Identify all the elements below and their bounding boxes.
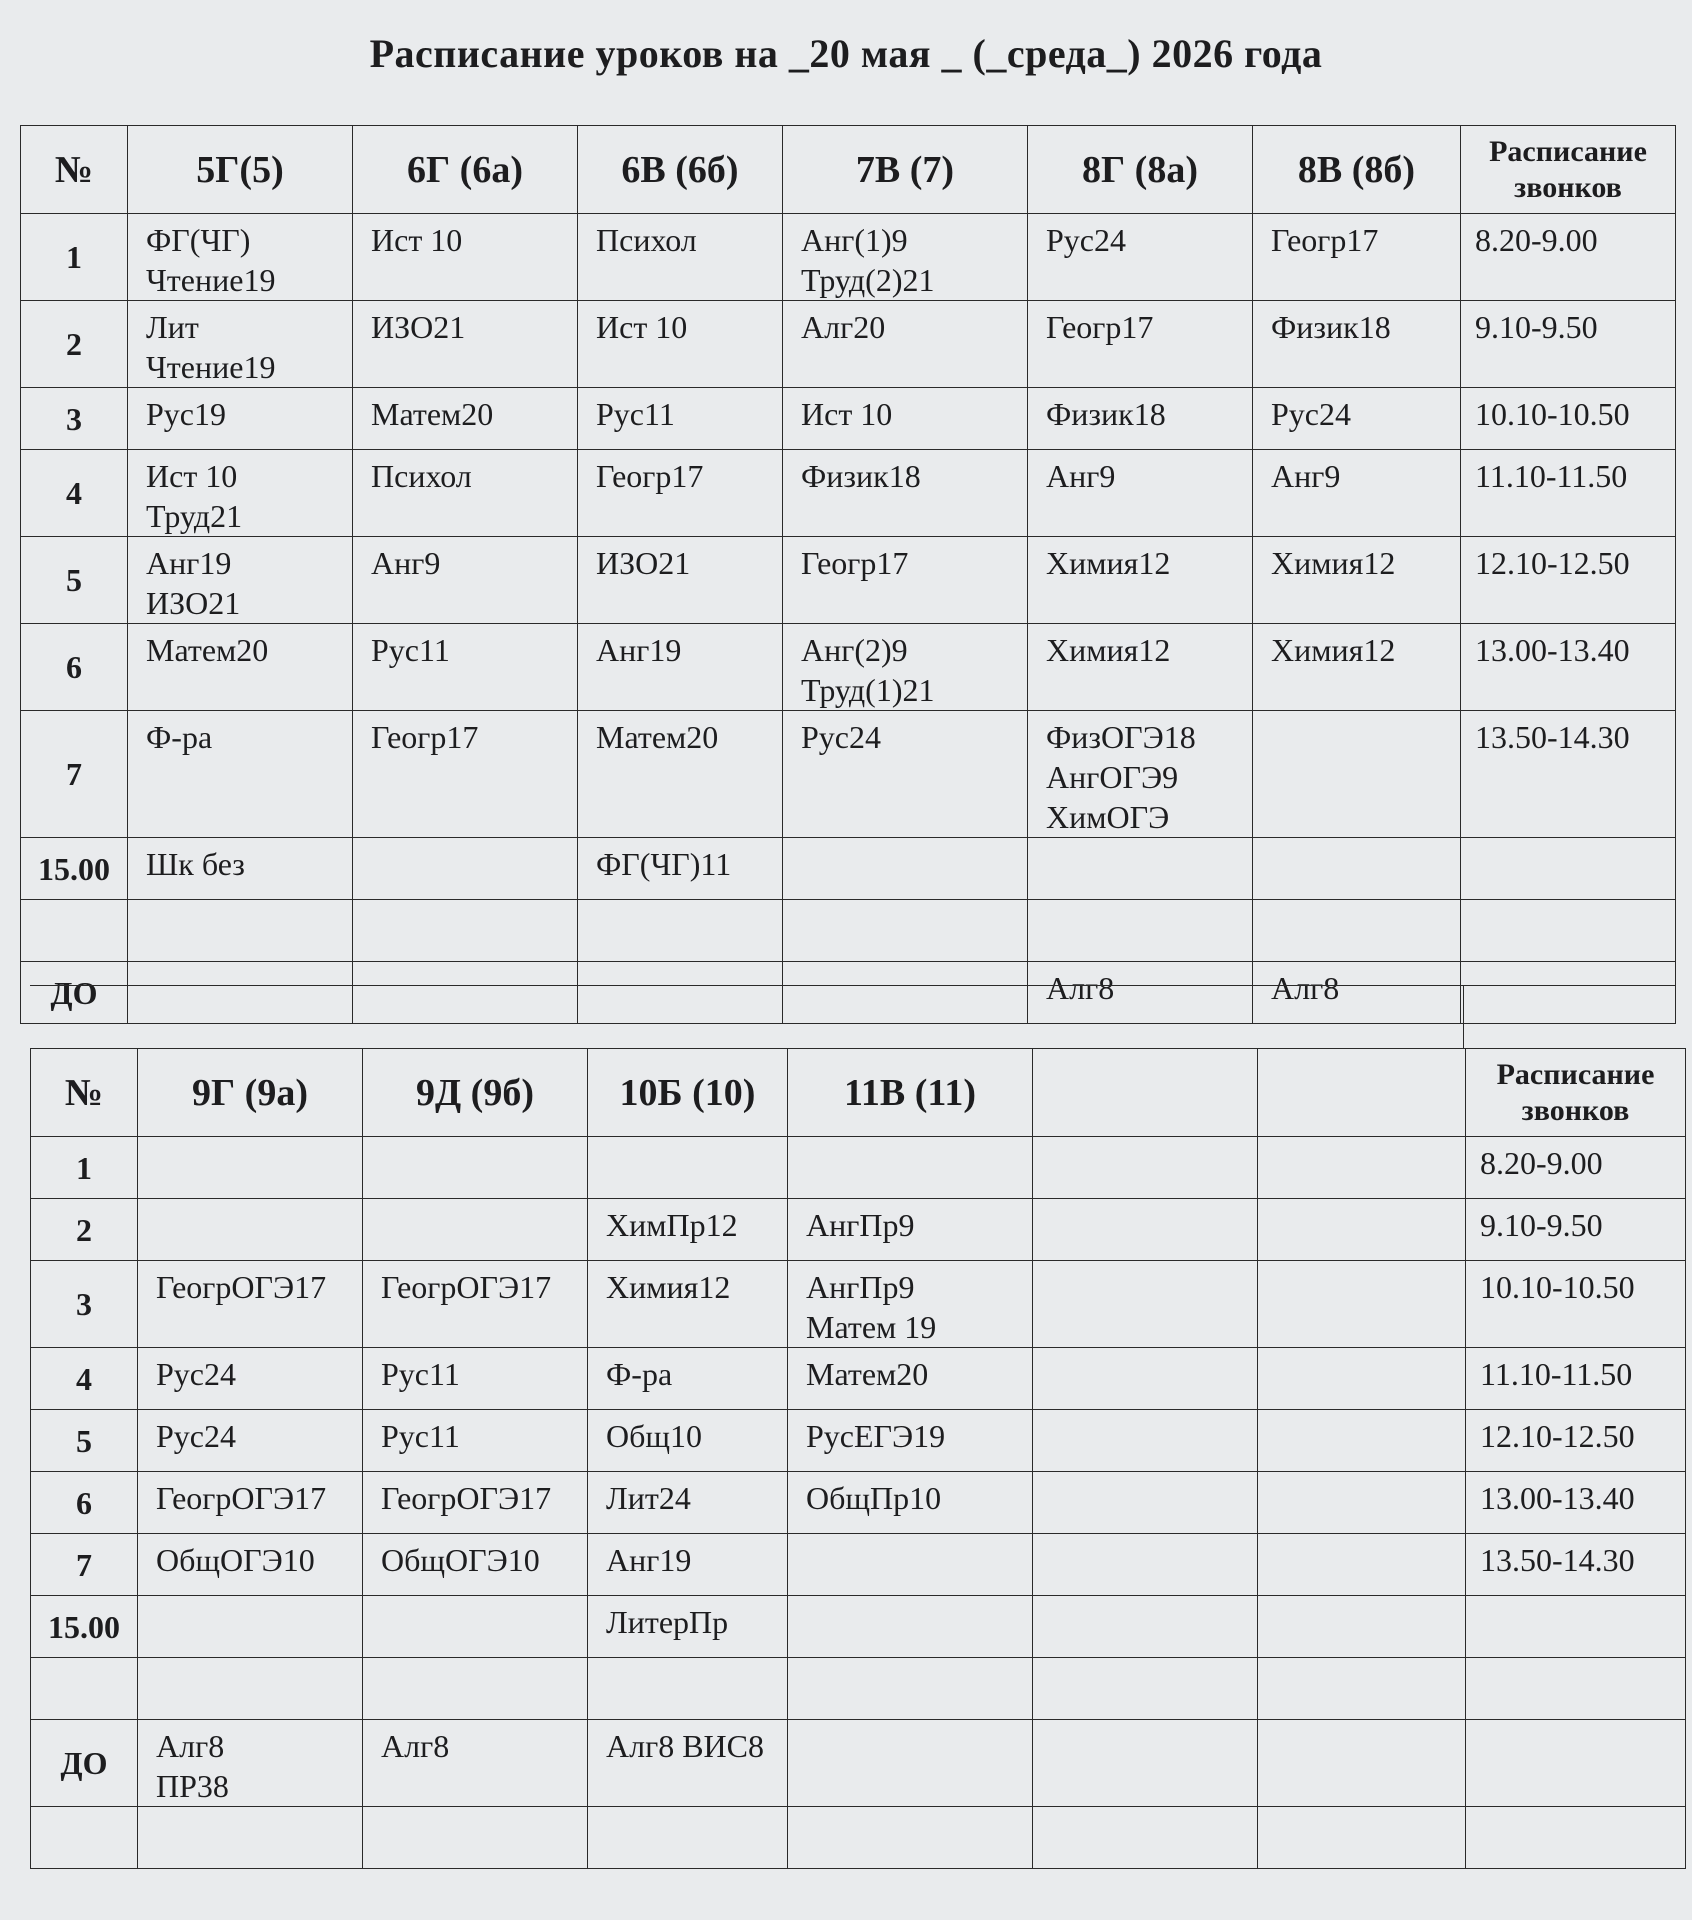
column-header-class (1033, 1049, 1258, 1137)
lesson-cell: Матем20 (578, 711, 783, 838)
lesson-line: ХимОГЭ (1046, 799, 1170, 835)
lesson-cell: ИЗО21 (578, 537, 783, 624)
lesson-cell (788, 1534, 1033, 1596)
section-divider (30, 985, 1675, 986)
lesson-cell: ИЗО21 (353, 301, 578, 388)
bell-time (1466, 1658, 1686, 1720)
lesson-number: 6 (21, 624, 128, 711)
lesson-cell (1033, 1199, 1258, 1261)
lesson-line: АнгПр9 (806, 1269, 915, 1305)
lesson-cell: Рус11 (363, 1410, 588, 1472)
lesson-cell: ОбщОГЭ10 (138, 1534, 363, 1596)
lesson-cell (1033, 1261, 1258, 1348)
lesson-cell: ГеогрОГЭ17 (138, 1261, 363, 1348)
lesson-number: 15.00 (21, 838, 128, 900)
bell-time: 13.00-13.40 (1461, 624, 1676, 711)
lesson-cell: Рус11 (353, 624, 578, 711)
lesson-cell (783, 214, 1028, 301)
lesson-cell (138, 1658, 363, 1720)
lesson-cell (128, 301, 353, 388)
lesson-cell: Матем20 (353, 388, 578, 450)
lesson-line: Чтение19 (146, 349, 276, 385)
table-row (21, 962, 1676, 1024)
lesson-cell: Лит24 (588, 1472, 788, 1534)
lesson-cell (1258, 1199, 1466, 1261)
lesson-cell: АнгПр9 (788, 1199, 1033, 1261)
lesson-cell (138, 1137, 363, 1199)
lesson-cell (1253, 838, 1461, 900)
lesson-cell: Рус24 (138, 1410, 363, 1472)
lesson-cell (128, 450, 353, 537)
lesson-cell (1033, 1410, 1258, 1472)
column-header-bells (1466, 1049, 1686, 1137)
table-row (21, 838, 1676, 900)
lesson-number: 7 (31, 1534, 138, 1596)
lesson-cell (363, 1137, 588, 1199)
lesson-cell (788, 1720, 1033, 1807)
lesson-number (21, 900, 128, 962)
lesson-number: 5 (31, 1410, 138, 1472)
lesson-cell: Анг19 (578, 624, 783, 711)
lesson-cell: Геогр17 (578, 450, 783, 537)
lesson-cell (1258, 1720, 1466, 1807)
lesson-cell (1253, 711, 1461, 838)
bell-time (1466, 1720, 1686, 1807)
lesson-cell: Геогр17 (1253, 214, 1461, 301)
table-row (31, 1720, 1686, 1807)
schedule-table-upper (20, 125, 1676, 1024)
table-row (21, 214, 1676, 301)
lesson-cell (783, 900, 1028, 962)
table-row (31, 1348, 1686, 1410)
lesson-cell (588, 1658, 788, 1720)
column-header-class: 8Г (8а) (1028, 126, 1253, 214)
lesson-cell (353, 838, 578, 900)
bell-time: 8.20-9.00 (1461, 214, 1676, 301)
lesson-number (31, 1658, 138, 1720)
lesson-cell: Ист 10 (578, 301, 783, 388)
lesson-cell: Рус11 (363, 1348, 588, 1410)
lesson-cell: ГеогрОГЭ17 (363, 1261, 588, 1348)
column-header-class: 8В (8б) (1253, 126, 1461, 214)
bell-time (1461, 962, 1676, 1024)
column-header-class: 9Д (9б) (363, 1049, 588, 1137)
table-row (21, 388, 1676, 450)
table-row (31, 1410, 1686, 1472)
lesson-cell (1033, 1807, 1258, 1869)
column-header-number: № (31, 1049, 138, 1137)
lesson-cell: Психол (353, 450, 578, 537)
lesson-cell (588, 1137, 788, 1199)
lesson-cell (138, 1720, 363, 1807)
lesson-cell (1258, 1137, 1466, 1199)
lesson-number: 1 (31, 1137, 138, 1199)
lesson-cell: Химия12 (1253, 537, 1461, 624)
lesson-number: 3 (21, 388, 128, 450)
bell-header-line: звонков (1521, 1093, 1630, 1127)
lesson-cell (1033, 1348, 1258, 1410)
lesson-cell (1028, 711, 1253, 838)
lesson-line: ИЗО21 (146, 585, 241, 621)
table-row (31, 1658, 1686, 1720)
lesson-cell (1258, 1534, 1466, 1596)
lesson-cell (1258, 1472, 1466, 1534)
lesson-number: 1 (21, 214, 128, 301)
lesson-number: 3 (31, 1261, 138, 1348)
lesson-cell (1258, 1658, 1466, 1720)
lesson-line: Анг(1)9 (801, 222, 908, 258)
table-row (31, 1807, 1686, 1869)
lesson-cell: Геогр17 (783, 537, 1028, 624)
lesson-number (31, 1807, 138, 1869)
lesson-line: Анг19 (146, 545, 232, 581)
lesson-number: 4 (21, 450, 128, 537)
bell-time: 8.20-9.00 (1466, 1137, 1686, 1199)
page-title: Расписание уроков на _20 мая _ (_среда_) 2026 года (369, 31, 1323, 76)
bell-time (1466, 1596, 1686, 1658)
column-header-class (1258, 1049, 1466, 1137)
bell-header-line: Расписание (1489, 134, 1647, 168)
lesson-cell: ГеогрОГЭ17 (138, 1472, 363, 1534)
lesson-cell (138, 1807, 363, 1869)
lesson-cell: Алг8 (1028, 962, 1253, 1024)
table-row (21, 450, 1676, 537)
bell-time: 11.10-11.50 (1466, 1348, 1686, 1410)
lesson-cell (353, 962, 578, 1024)
lesson-cell (1258, 1348, 1466, 1410)
bell-time: 13.00-13.40 (1466, 1472, 1686, 1534)
lesson-cell: ЛитерПр (588, 1596, 788, 1658)
lesson-number: ДО (31, 1720, 138, 1807)
lesson-cell (788, 1261, 1033, 1348)
bell-time: 9.10-9.50 (1461, 301, 1676, 388)
lesson-cell (128, 537, 353, 624)
lesson-number: 2 (21, 301, 128, 388)
lesson-cell (1028, 838, 1253, 900)
lesson-cell: Физик18 (783, 450, 1028, 537)
bell-time: 13.50-14.30 (1461, 711, 1676, 838)
table-row (21, 301, 1676, 388)
lesson-cell: Физик18 (1253, 301, 1461, 388)
lesson-cell (783, 838, 1028, 900)
table-row (21, 537, 1676, 624)
bell-time: 11.10-11.50 (1461, 450, 1676, 537)
column-header-class: 6В (6б) (578, 126, 783, 214)
lesson-cell (1033, 1137, 1258, 1199)
lesson-cell (1033, 1472, 1258, 1534)
lesson-cell (1033, 1658, 1258, 1720)
table-row (21, 624, 1676, 711)
column-header-class: 6Г (6а) (353, 126, 578, 214)
bell-header-line: звонков (1514, 170, 1622, 204)
column-header-class: 11В (11) (788, 1049, 1033, 1137)
lesson-cell: Рус19 (128, 388, 353, 450)
lesson-line: Алг8 (156, 1728, 225, 1764)
lesson-cell: ФГ(ЧГ)11 (578, 838, 783, 900)
lesson-number: 6 (31, 1472, 138, 1534)
lesson-line: ФГ(ЧГ) (146, 222, 251, 258)
lesson-cell: Алг8 (1253, 962, 1461, 1024)
lesson-cell: Геогр17 (1028, 301, 1253, 388)
bell-time: 12.10-12.50 (1461, 537, 1676, 624)
lesson-cell: Анг9 (1253, 450, 1461, 537)
table-row (31, 1472, 1686, 1534)
table-row (31, 1596, 1686, 1658)
lesson-cell (128, 900, 353, 962)
column-header-class: 10Б (10) (588, 1049, 788, 1137)
column-header-class: 9Г (9а) (138, 1049, 363, 1137)
lesson-cell (1258, 1807, 1466, 1869)
lesson-cell: Химия12 (588, 1261, 788, 1348)
lesson-cell: Рус11 (578, 388, 783, 450)
schedule-table-lower (30, 1048, 1686, 1869)
lesson-cell (1258, 1261, 1466, 1348)
table-row (21, 900, 1676, 962)
lesson-line: АнгОГЭ9 (1046, 759, 1179, 795)
bell-time: 13.50-14.30 (1466, 1534, 1686, 1596)
lesson-cell (1028, 900, 1253, 962)
lesson-cell: Общ10 (588, 1410, 788, 1472)
lesson-cell: Ф-ра (588, 1348, 788, 1410)
lesson-cell: ОбщОГЭ10 (363, 1534, 588, 1596)
bell-time (1461, 838, 1676, 900)
lesson-cell: Алг8 (363, 1720, 588, 1807)
lesson-cell: Химия12 (1028, 537, 1253, 624)
lesson-cell: Анг9 (1028, 450, 1253, 537)
lesson-cell: Рус24 (138, 1348, 363, 1410)
lesson-cell (1258, 1410, 1466, 1472)
lesson-cell: ГеогрОГЭ17 (363, 1472, 588, 1534)
lesson-cell (138, 1596, 363, 1658)
lesson-number: 5 (21, 537, 128, 624)
bell-time (1461, 900, 1676, 962)
lesson-number: ДО (21, 962, 128, 1024)
lesson-line: Ист 10 (146, 458, 238, 494)
lesson-cell (128, 962, 353, 1024)
lesson-line: Матем 19 (806, 1309, 937, 1345)
lesson-cell (783, 624, 1028, 711)
column-header-bells (1461, 126, 1676, 214)
lesson-cell (1033, 1596, 1258, 1658)
lesson-cell (788, 1137, 1033, 1199)
bell-time (1466, 1807, 1686, 1869)
lesson-cell (363, 1658, 588, 1720)
bell-time: 10.10-10.50 (1466, 1261, 1686, 1348)
lesson-cell (1258, 1596, 1466, 1658)
lesson-cell (578, 900, 783, 962)
lesson-cell (363, 1596, 588, 1658)
lesson-cell: Анг9 (353, 537, 578, 624)
lesson-cell: Рус24 (1253, 388, 1461, 450)
lesson-cell: ХимПр12 (588, 1199, 788, 1261)
lesson-cell: Матем20 (788, 1348, 1033, 1410)
lesson-line: Анг(2)9 (801, 632, 908, 668)
lesson-line: Чтение19 (146, 262, 276, 298)
bell-time: 9.10-9.50 (1466, 1199, 1686, 1261)
lesson-cell (363, 1807, 588, 1869)
lesson-number: 4 (31, 1348, 138, 1410)
lesson-cell: Ист 10 (783, 388, 1028, 450)
lesson-cell (578, 962, 783, 1024)
lesson-line: Труд(2)21 (801, 262, 935, 298)
lesson-cell: Ист 10 (353, 214, 578, 301)
lesson-cell: Геогр17 (353, 711, 578, 838)
column-header-class: 5Г(5) (128, 126, 353, 214)
lesson-cell (363, 1199, 588, 1261)
column-header-number: № (21, 126, 128, 214)
table-row (31, 1534, 1686, 1596)
lesson-line: Труд(1)21 (801, 672, 935, 708)
lesson-cell: Рус24 (1028, 214, 1253, 301)
lesson-cell: Алг20 (783, 301, 1028, 388)
bell-time: 10.10-10.50 (1461, 388, 1676, 450)
lesson-cell: Физик18 (1028, 388, 1253, 450)
lesson-cell (1033, 1720, 1258, 1807)
lesson-cell: Психол (578, 214, 783, 301)
lesson-cell (1253, 900, 1461, 962)
lesson-number: 7 (21, 711, 128, 838)
lesson-cell (788, 1807, 1033, 1869)
lesson-cell (353, 900, 578, 962)
lesson-cell (128, 214, 353, 301)
lesson-cell: РусЕГЭ19 (788, 1410, 1033, 1472)
lesson-cell: Матем20 (128, 624, 353, 711)
table-row (31, 1261, 1686, 1348)
lesson-cell: Рус24 (783, 711, 1028, 838)
lesson-cell (588, 1807, 788, 1869)
lesson-cell: Анг19 (588, 1534, 788, 1596)
lesson-line: ФизОГЭ18 (1046, 719, 1196, 755)
lesson-cell (138, 1199, 363, 1261)
lesson-line: Лит (146, 309, 199, 345)
bell-column-gap-line (1463, 985, 1464, 1048)
lesson-cell: Химия12 (1253, 624, 1461, 711)
lesson-cell: Химия12 (1028, 624, 1253, 711)
bell-header-line: Расписание (1496, 1057, 1655, 1091)
lesson-cell (788, 1596, 1033, 1658)
bell-time: 12.10-12.50 (1466, 1410, 1686, 1472)
table-row (31, 1137, 1686, 1199)
lesson-cell (1033, 1534, 1258, 1596)
lesson-number: 15.00 (31, 1596, 138, 1658)
lesson-cell: Шк без (128, 838, 353, 900)
lesson-cell: ОбщПр10 (788, 1472, 1033, 1534)
lesson-cell: Ф-ра (128, 711, 353, 838)
lesson-cell (788, 1658, 1033, 1720)
lesson-cell (783, 962, 1028, 1024)
lesson-cell: Алг8 ВИС8 (588, 1720, 788, 1807)
lesson-number: 2 (31, 1199, 138, 1261)
table-row (21, 711, 1676, 838)
lesson-line: ПР38 (156, 1768, 229, 1804)
column-header-class: 7В (7) (783, 126, 1028, 214)
lesson-line: Труд21 (146, 498, 243, 534)
table-row (31, 1199, 1686, 1261)
